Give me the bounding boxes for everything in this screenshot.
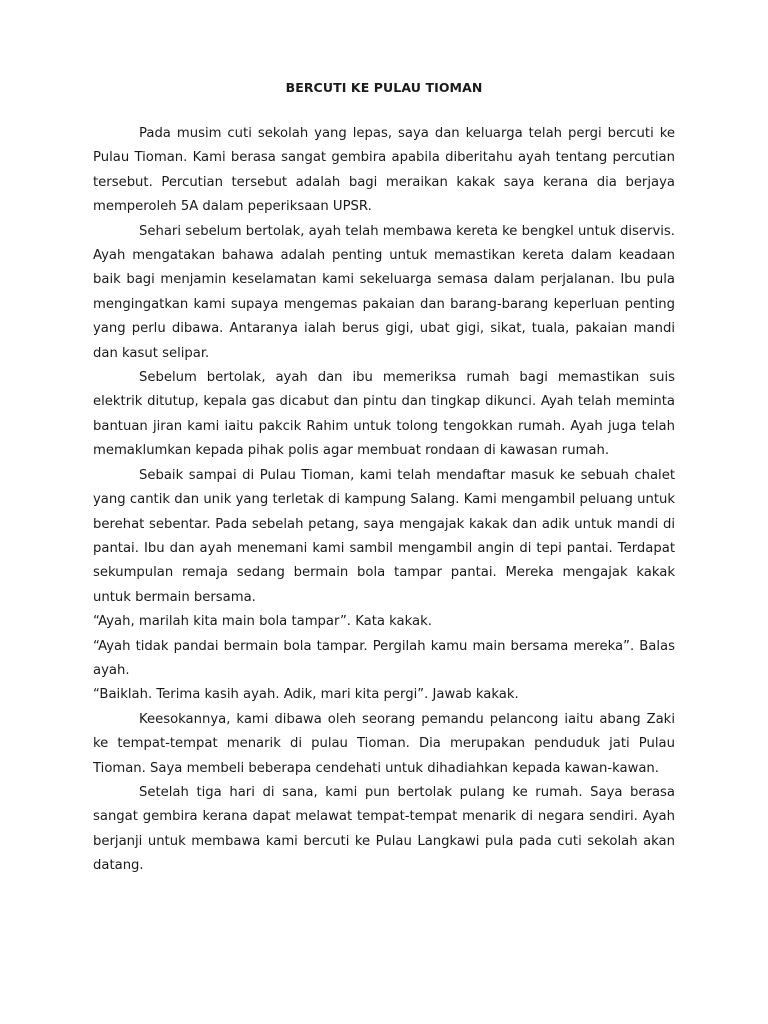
paragraph-6: Setelah tiga hari di sana, kami pun bertolak pulang ke rumah. Saya berasa sangat gembira kerana dapat melawat tempat-tempat menarik di negara sendiri. Ayah berjanji untuk membawa kami bercuti ke Pulau Langkawi pula pada cuti sekolah akan datang. [93, 784, 675, 874]
dialogue-line-1: “Ayah, marilah kita main bola tampar”. Kata kakak. [93, 614, 432, 630]
paragraph-4: Sebaik sampai di Pulau Tioman, kami telah mendaftar masuk ke sebuah chalet yang cantik dan unik yang terletak di kampung Salang. Kami mengambil peluang untuk berehat sebentar. Pada sebelah petang, saya mengajak kakak dan adik untuk mandi di pantai. Ibu dan ayah menemani kami sambil mengambil angin di tepi pantai. Terdapat sekumpulan remaja sedang bermain bola tampar pantai. Mereka mengajak kakak untuk bermain bersama. [93, 467, 675, 605]
paragraph-3: Sebelum bertolak, ayah dan ibu memeriksa rumah bagi memastikan suis elektrik ditutup, kepala gas dicabut dan pintu dan tingkap dikunci. Ayah telah meminta bantuan jiran kami iaitu pakcik Rahim untuk tolong tengokkan rumah. Ayah juga telah memaklumkan kepada pihak polis agar membuat rondaan di kawasan rumah. [93, 370, 675, 459]
document-body [93, 122, 675, 879]
paragraph-2: Sehari sebelum bertolak, ayah telah membawa kereta ke bengkel untuk diservis. Ayah mengatakan bahawa adalah penting untuk memastikan kereta dalam keadaan baik bagi menjamin keselamatan kami sekeluarga semasa dalam perjalanan. Ibu pula mengingatkan kami supaya mengemas pakaian dan barang-barang keperluan penting yang perlu dibawa. Antaranya ialah berus gigi, ubat gigi, sikat, tuala, pakaian mandi dan kasut selipar. [93, 223, 675, 361]
paragraph-5: Keesokannya, kami dibawa oleh seorang pemandu pelancong iaitu abang Zaki ke tempat-tempat menarik di pulau Tioman. Dia merupakan penduduk jati Pulau Tioman. Saya membeli beberapa cendehati untuk dihadiahkan kepada kawan-kawan. [93, 711, 675, 776]
dialogue-line-2: “Ayah tidak pandai bermain bola tampar. Pergilah kamu main bersama mereka”. Balas ayah. [93, 638, 675, 678]
dialogue-line-3: “Baiklah. Terima kasih ayah. Adik, mari kita pergi”. Jawab kakak. [93, 687, 519, 703]
paragraph-1: Pada musim cuti sekolah yang lepas, saya dan keluarga telah pergi bercuti ke Pulau Tioman. Kami berasa sangat gembira apabila diberitahu ayah tentang percutian tersebut. Percutian tersebut adalah bagi meraikan kakak saya kerana dia berjaya memperoleh 5A dalam peperiksaan UPSR. [93, 126, 675, 215]
document-title: BERCUTI KE PULAU TIOMAN [285, 80, 483, 95]
